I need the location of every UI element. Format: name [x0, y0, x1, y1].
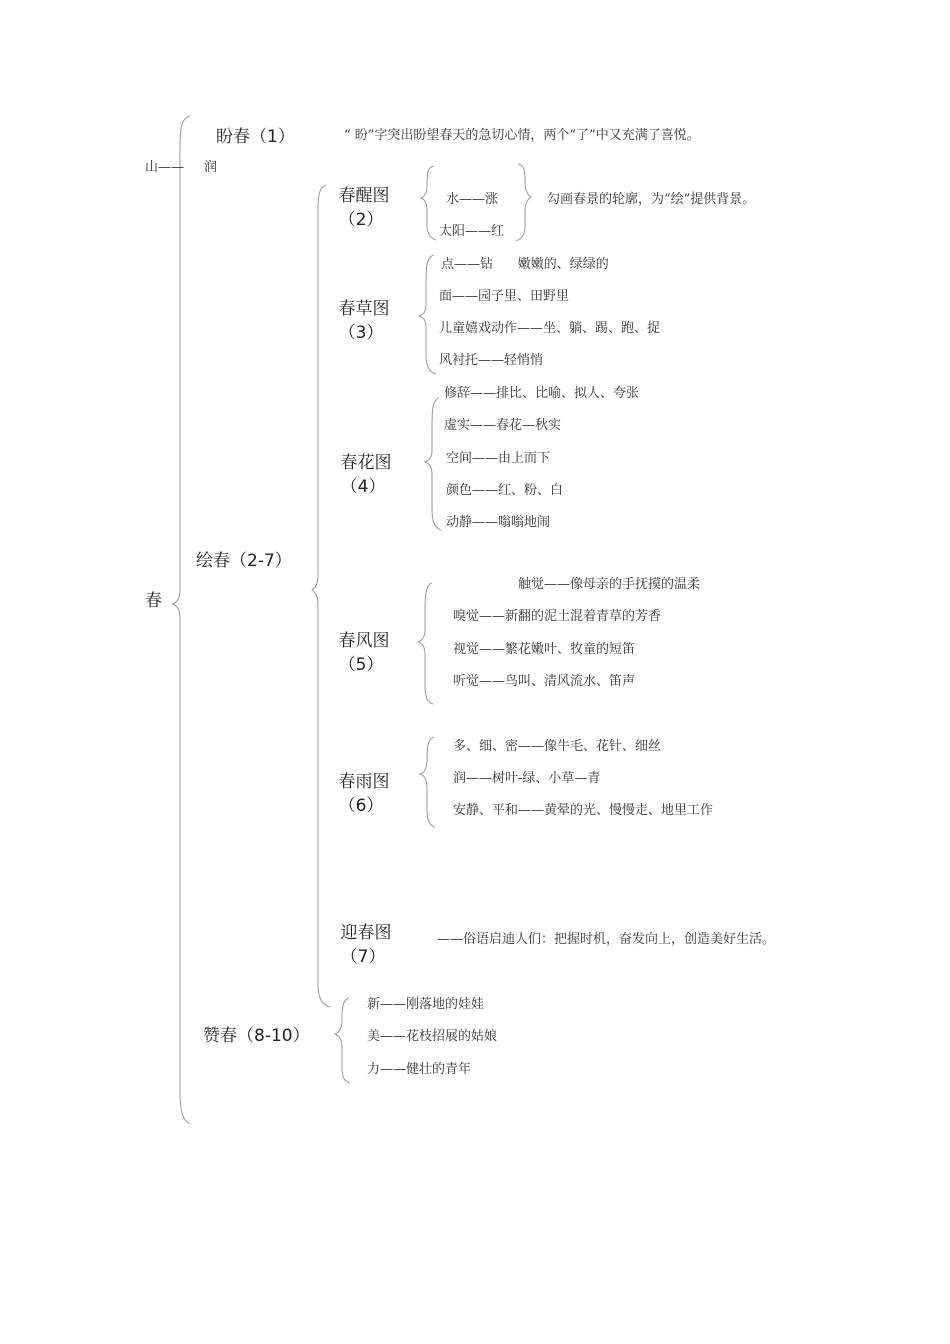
root-brace: [172, 116, 190, 1124]
feng-title: 春风图: [338, 631, 390, 651]
zan-item: 美——花枝招展的姑娘: [367, 1029, 498, 1044]
feng-num: （5）: [338, 655, 384, 675]
side-note-shan: 山——: [145, 160, 185, 175]
zan-brace: [335, 998, 350, 1083]
ying-num: （7）: [340, 947, 386, 967]
xing-item: 水——涨: [446, 192, 499, 207]
cao-title: 春草图: [338, 299, 390, 319]
feng-brace: [418, 583, 433, 704]
zan-item: 新——刚落地的娃娃: [367, 997, 485, 1012]
hua-item: 虚实——春花—秋实: [444, 418, 562, 433]
feng-item: 触觉——像母亲的手抚摸的温柔: [518, 577, 701, 592]
hui-brace: [312, 185, 330, 1007]
feng-item: 听觉——鸟叫、清风流水、笛声: [453, 674, 636, 689]
hui-title: 绘春（2-7）: [196, 551, 292, 571]
hua-title: 春花图: [340, 453, 392, 473]
yu-item: 多、细、密——像牛毛、花针、细丝: [453, 739, 662, 754]
yu-item: 润——树叶-绿、小草—青: [453, 771, 601, 786]
hua-item: 颜色——红、粉、白: [446, 483, 564, 498]
yu-item: 安静、平和——黄晕的光、慢慢走、地里工作: [453, 803, 714, 818]
cao-item: 风衬托——轻悄悄: [439, 353, 544, 368]
feng-item: 嗅觉——新翻的泥土混着青草的芳香: [453, 609, 662, 624]
hua-brace: [425, 398, 441, 530]
xing-brace-right: [516, 164, 531, 241]
cao-item: 儿童嬉戏动作——坐、躺、踢、跑、捉: [439, 321, 661, 336]
xing-brace-left: [421, 166, 436, 240]
cao-brace: [419, 255, 436, 374]
xing-num: （2）: [338, 210, 384, 230]
cao-item: 点——钻 嫩嫩的、绿绿的: [441, 257, 609, 272]
xing-item: 太阳——红: [439, 224, 505, 239]
hua-item: 空间——由上而下: [446, 451, 551, 466]
hua-item: 动静——嗡嗡地闹: [446, 515, 551, 530]
yu-title: 春雨图: [338, 772, 390, 792]
pan-title: 盼春（1）: [216, 127, 295, 147]
yu-brace: [420, 737, 435, 827]
xing-title: 春醒图: [338, 186, 390, 206]
cao-item: 面——园子里、田野里: [439, 289, 570, 304]
ying-title: 迎春图: [340, 923, 392, 943]
xing-note: 勾画春景的轮廓，为“绘”提供背景。: [547, 192, 756, 207]
hua-item: 修辞——排比、比喻、拟人、夸张: [444, 386, 640, 401]
pan-note: “ 盼”字突出盼望春天的急切心情，两个“了”中又充满了喜悦。: [344, 128, 700, 143]
yu-num: （6）: [338, 796, 384, 816]
feng-item: 视觉——繁花嫩叶、牧童的短笛: [453, 642, 636, 657]
root-title: 春: [145, 591, 162, 611]
hua-num: （4）: [340, 477, 386, 497]
cao-num: （3）: [338, 323, 384, 343]
ying-note: ——俗语启迪人们：把握时机，奋发向上，创造美好生活。: [437, 932, 776, 947]
zan-item: 力——健壮的青年: [367, 1062, 472, 1077]
zan-title: 赞春（8-10）: [203, 1026, 310, 1046]
side-note-run: 润: [204, 160, 218, 175]
